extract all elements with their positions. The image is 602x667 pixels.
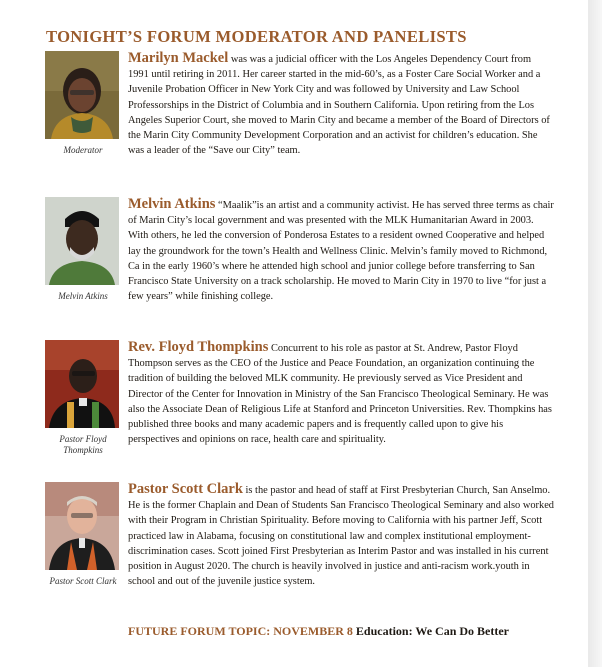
- bio-paragraph: [128, 340, 554, 447]
- photo-caption: Pastor Floyd Thompkins: [59, 434, 107, 455]
- portrait-illustration: [45, 51, 119, 139]
- portrait-photo: [45, 482, 119, 570]
- portrait-illustration: [45, 340, 119, 428]
- bio-paragraph: [128, 51, 554, 158]
- future-forum-topic: Education: We Can Do Better: [355, 624, 510, 638]
- person-name: Rev. Floyd Thompkins: [128, 339, 269, 355]
- panelist-entry-moderator: [44, 51, 554, 191]
- bio-text: is the pastor and head of staff at First Presbyterian Church, San Anselmo. He is the former Chaplain and Dean of Students San Francisco Theological Seminary and also worked with their Program in Christian Spirituality. Before moving to California with his partner Jeff, Scott practiced law in Alabama, focusing on constitutional law and complex institutional employment-discrimination cases. Scott joined First Presbyterian as Interim Pastor and was installed in his current position in August 2020. The church is heavily involved in justice and anti-racism work.youth in school and out of the juvenile justice system.: [128, 485, 555, 588]
- page-edge-shadow: [588, 0, 602, 667]
- portrait-photo: [45, 197, 119, 285]
- future-forum-line: [128, 624, 509, 639]
- bio-paragraph: [128, 197, 554, 304]
- portrait-photo: [45, 51, 119, 139]
- photo-caption: Melvin Atkins: [58, 291, 108, 301]
- bio-text: “Maalik”is an artist and a community activist. He has served three terms as chair of Marin City’s local government and was presented with the MLK Humanitarian Award in 2003. With others, he led the conversion of Ponderosa Estates to a resident owned Cooperative and helped lay the groundwork for the town’s Health and Wellness Clinic. Melvin’s family moved to Richmond, Ca in the early 1960’s where he attended high school and junior college before transferring to San Francisco State University on a track scholarship. He moved to Marin City in 1970 to live “for just a few years” while finishing college.: [128, 200, 554, 303]
- photo-column: [44, 482, 122, 587]
- portrait-illustration: [45, 482, 119, 570]
- panelist-entry: [44, 482, 554, 617]
- bio-text: was was a judicial officer with the Los Angeles Dependency Court from 1991 until retiring in 2011. Her career started in the mid-60’s, as a Foster Care Social Worker and a Juvenile Probation Officer in New York City and was followed by University and Law School Professorships in the District of Columbia and in Southern California. Upon retiring from the Los Angeles Superior Court, she moved to Marin City and became a member of the Board of Directors of the Marin City Community Development Corporation and an activist for children’s education. She was a leader of the “Save our City” team.: [128, 54, 550, 157]
- bio-paragraph: [128, 482, 554, 589]
- panelist-entry: [44, 340, 554, 475]
- panelist-entry: [44, 197, 554, 332]
- page-title: TONIGHT’S FORUM MODERATOR AND PANELISTS: [46, 27, 467, 46]
- photo-caption: Pastor Scott Clark: [49, 576, 117, 586]
- photo-caption: Moderator: [63, 145, 103, 155]
- photo-column: [44, 51, 122, 156]
- photo-column: [44, 197, 122, 302]
- person-name: Pastor Scott Clark: [128, 481, 243, 497]
- portrait-illustration: [45, 197, 119, 285]
- bio-text: Concurrent to his role as pastor at St. Andrew, Pastor Floyd Thompson serves as the CEO of the Justice and Peace Foundation, an organization continuing the tradition of building the beloved MLK community. He previously served as Vice President and Director of the Center for Innovation in Ministry of the San Francisco Theological Seminary. He was also the Associate Dean of Religious Life at Stanford and Princeton Universities. Rev. Thompkins has published three books and many academic papers and is frequently called upon to give his perspectives and opinions on race, health care and spirituality.: [128, 343, 552, 446]
- person-name: Melvin Atkins: [128, 196, 216, 212]
- person-name: Marilyn Mackel: [128, 50, 229, 66]
- future-forum-label: FUTURE FORUM TOPIC: NOVEMBER 8: [128, 624, 353, 638]
- portrait-photo: [45, 340, 119, 428]
- photo-column: [44, 340, 122, 456]
